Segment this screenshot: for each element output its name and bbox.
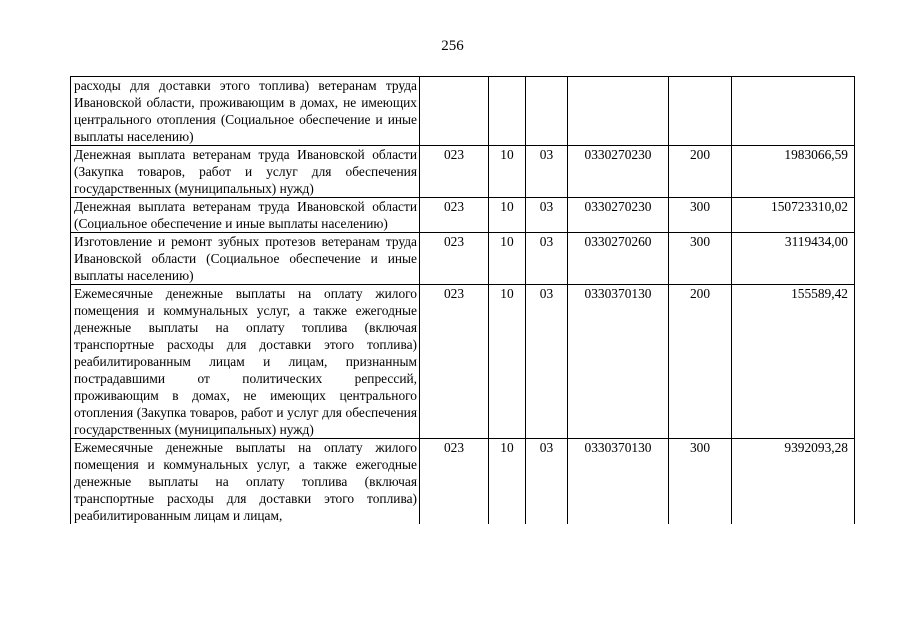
ministry-code: 023 [420,198,489,233]
section-code: 10 [489,198,526,233]
amount: 3119434,00 [732,233,855,285]
ministry-code: 023 [420,146,489,198]
section-code: 10 [489,285,526,439]
target-code [568,77,669,146]
subsection-code: 03 [526,285,568,439]
section-code [489,77,526,146]
subsection-code: 03 [526,146,568,198]
table-row [71,285,855,439]
ministry-code: 023 [420,439,489,525]
expense-type-code: 300 [669,233,732,285]
budget-table [70,76,855,524]
subsection-code: 03 [526,439,568,525]
row-description: расходы для доставки этого топлива) ветеранам труда Ивановской области, проживающим в домах, не имеющих центрального отопления (Социальное обеспечение и иные выплаты населению) [71,77,420,146]
page-number: 256 [441,38,464,54]
section-code: 10 [489,146,526,198]
table-row [71,146,855,198]
ministry-code: 023 [420,233,489,285]
table-row [71,77,855,146]
section-code: 10 [489,439,526,525]
section-code: 10 [489,233,526,285]
table-row [71,198,855,233]
subsection-code [526,77,568,146]
table-row [71,439,855,525]
ministry-code: 023 [420,285,489,439]
amount: 1983066,59 [732,146,855,198]
target-code: 0330270230 [568,198,669,233]
amount: 150723310,02 [732,198,855,233]
row-description: Ежемесячные денежные выплаты на оплату жилого помещения и коммунальных услуг, а также ежегодные денежные выплаты на оплату топлива (включая транспортные расходы для доставки этого топлива) реабилитированным лицам и лицам, признанным пострадавшими от политических репрессий, проживающим в домах, не имеющих центрального отопления (Закупка товаров, работ и услуг для обеспечения государственных (муниципальных) нужд) [71,285,420,439]
table-row [71,233,855,285]
row-description: Изготовление и ремонт зубных протезов ветеранам труда Ивановской области (Социальное обеспечение и иные выплаты населению) [71,233,420,285]
expense-type-code: 200 [669,146,732,198]
amount [732,77,855,146]
amount: 155589,42 [732,285,855,439]
row-description: Ежемесячные денежные выплаты на оплату жилого помещения и коммунальных услуг, а также ежегодные денежные выплаты на оплату топлива (включая транспортные расходы для доставки этого топлива) реабилитированным лицам и лицам, [71,439,420,525]
subsection-code: 03 [526,198,568,233]
expense-type-code [669,77,732,146]
target-code: 0330270260 [568,233,669,285]
target-code: 0330370130 [568,285,669,439]
amount: 9392093,28 [732,439,855,525]
row-description: Денежная выплата ветеранам труда Ивановской области (Закупка товаров, работ и услуг для обеспечения государственных (муниципальных) нужд) [71,146,420,198]
expense-type-code: 300 [669,198,732,233]
expense-type-code: 300 [669,439,732,525]
subsection-code: 03 [526,233,568,285]
expense-type-code: 200 [669,285,732,439]
ministry-code [420,77,489,146]
row-description: Денежная выплата ветеранам труда Ивановской области (Социальное обеспечение и иные выплаты населению) [71,198,420,233]
target-code: 0330370130 [568,439,669,525]
target-code: 0330270230 [568,146,669,198]
